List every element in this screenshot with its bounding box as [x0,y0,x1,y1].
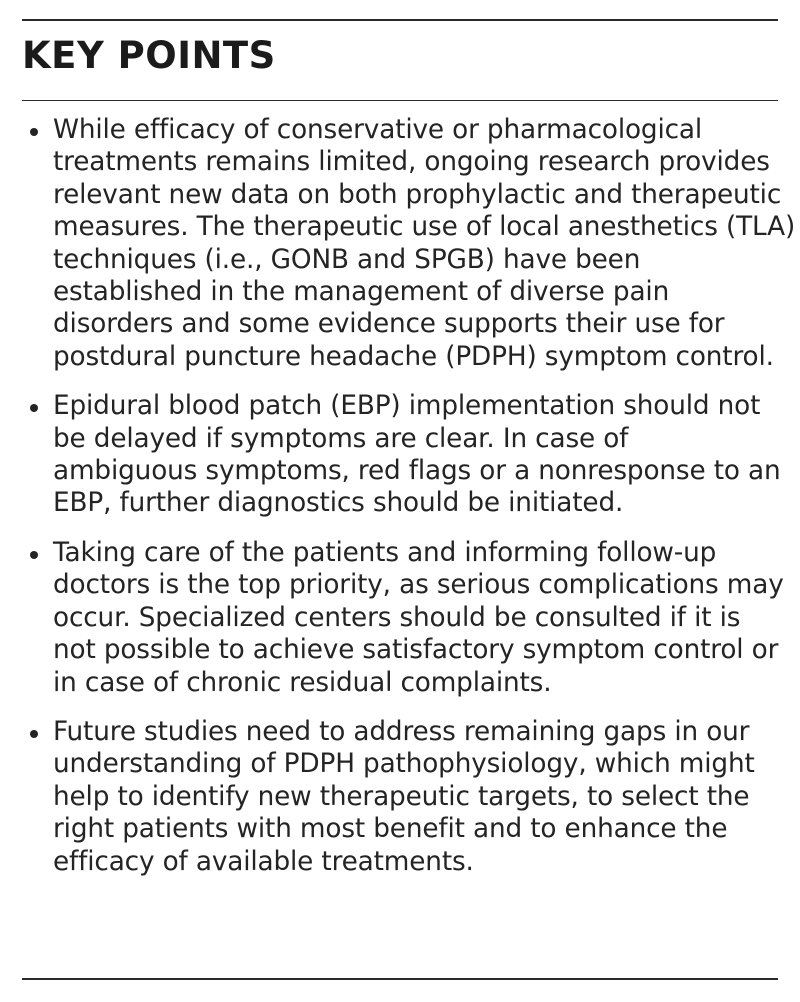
text-line: EBP, further diagnostics should be initiated. [53,488,624,519]
text-line: be delayed if symptoms are clear. In case of [53,423,629,454]
text-line: right patients with most benefit and to enhance the [53,814,728,845]
bottom-rule [22,978,778,980]
text-line: in case of chronic residual complaints. [53,667,552,698]
text-line: measures. The therapeutic use of local anesthetics (TLA) [53,212,796,243]
bullet-icon [30,404,38,412]
bullet-icon [30,551,38,559]
text-line: Epidural blood patch (EBP) implementation should not [53,391,761,422]
key-point-3 [30,537,782,699]
section-heading: KEY POINTS [22,34,276,77]
text-line: established in the management of diverse pain [53,277,670,308]
text-line: disorders and some evidence supports their use for [53,309,725,340]
text-line: doctors is the top priority, as serious complications may [53,570,784,601]
key-point-4 [30,716,782,878]
text-line: postdural puncture headache (PDPH) symptom control. [53,341,774,372]
text-line: Future studies need to address remaining gaps in our [53,716,750,747]
key-points-list [30,114,796,895]
text-line: occur. Specialized centers should be consulted if it is [53,602,741,633]
text-line: ambiguous symptoms, red flags or a nonresponse to an [53,456,781,487]
text-line: relevant new data on both prophylactic and therapeutic [53,179,782,210]
text-line: help to identify new therapeutic targets, to select the [53,781,750,812]
key-point-1 [30,114,796,373]
bullet-icon [30,730,38,738]
key-point-2 [30,390,782,520]
text-line: understanding of PDPH pathophysiology, which might [53,749,755,780]
top-rule [22,19,778,21]
heading-divider [22,100,778,101]
text-line: Taking care of the patients and informing follow-up [53,537,717,568]
text-line: not possible to achieve satisfactory symptom control or [53,635,779,666]
text-line: efficacy of available treatments. [53,846,474,877]
text-line: While efficacy of conservative or pharmacological [53,115,703,145]
text-line: treatments remains limited, ongoing research provides [53,147,770,178]
text-line: techniques (i.e., GONB and SPGB) have been [53,244,641,275]
bullet-icon [30,128,38,136]
